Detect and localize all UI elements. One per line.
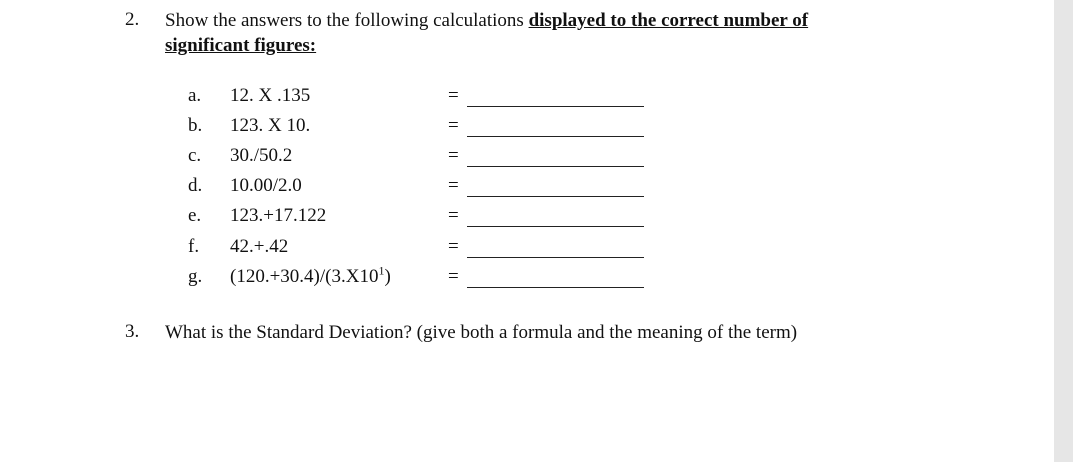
equals-sign: = (448, 266, 459, 287)
item-letter: e. (188, 205, 202, 226)
item-expression (230, 263, 391, 288)
equals-sign: = (448, 85, 459, 106)
calculation-row-f (0, 236, 700, 260)
answer-blank-g[interactable] (467, 287, 644, 288)
expression-base: (120.+30.4)/(3.X10 (230, 266, 379, 287)
question-2-emphasis-line-1: displayed to the correct number of (528, 10, 809, 31)
expression-close: ) (384, 266, 391, 287)
calculation-row-a (0, 85, 700, 109)
answer-blank-d[interactable] (467, 196, 644, 197)
calculation-row-g (0, 263, 700, 290)
question-2-text-line-1 (165, 9, 808, 33)
answer-blank-f[interactable] (467, 257, 644, 258)
item-expression: 123.+17.122 (230, 205, 327, 226)
item-letter: b. (188, 115, 203, 136)
calculation-row-b (0, 115, 700, 139)
vertical-scrollbar[interactable] (1054, 0, 1073, 462)
item-letter: f. (188, 236, 200, 257)
answer-blank-a[interactable] (467, 106, 644, 107)
equals-sign: = (448, 175, 459, 196)
item-expression: 42.+.42 (230, 236, 289, 257)
calculation-row-d (0, 175, 700, 199)
item-expression: 30./50.2 (230, 145, 293, 166)
question-2-emphasis-line-2: significant figures: (165, 35, 317, 56)
exponent: 1 (378, 263, 385, 278)
equals-sign: = (448, 205, 459, 226)
equals-sign: = (448, 236, 459, 257)
item-letter: a. (188, 85, 202, 106)
question-3-number: 3. (125, 321, 140, 342)
item-expression: 10.00/2.0 (230, 175, 302, 196)
item-letter: c. (188, 145, 202, 166)
equals-sign: = (448, 145, 459, 166)
item-letter: d. (188, 175, 203, 196)
question-3-text: What is the Standard Deviation? (give both a formula and the meaning of the term) (165, 322, 798, 343)
calculation-row-c (0, 145, 700, 169)
equals-sign: = (448, 115, 459, 136)
item-letter: g. (188, 266, 203, 287)
answer-blank-c[interactable] (467, 166, 644, 167)
answer-blank-e[interactable] (467, 226, 644, 227)
answer-blank-b[interactable] (467, 136, 644, 137)
question-2-plain-text: Show the answers to the following calculations (165, 10, 529, 31)
question-2-text-line-2 (165, 34, 316, 58)
item-expression: 123. X 10. (230, 115, 311, 136)
question-2-number: 2. (125, 9, 140, 30)
item-expression: 12. X .135 (230, 85, 311, 106)
calculation-row-e (0, 205, 700, 229)
